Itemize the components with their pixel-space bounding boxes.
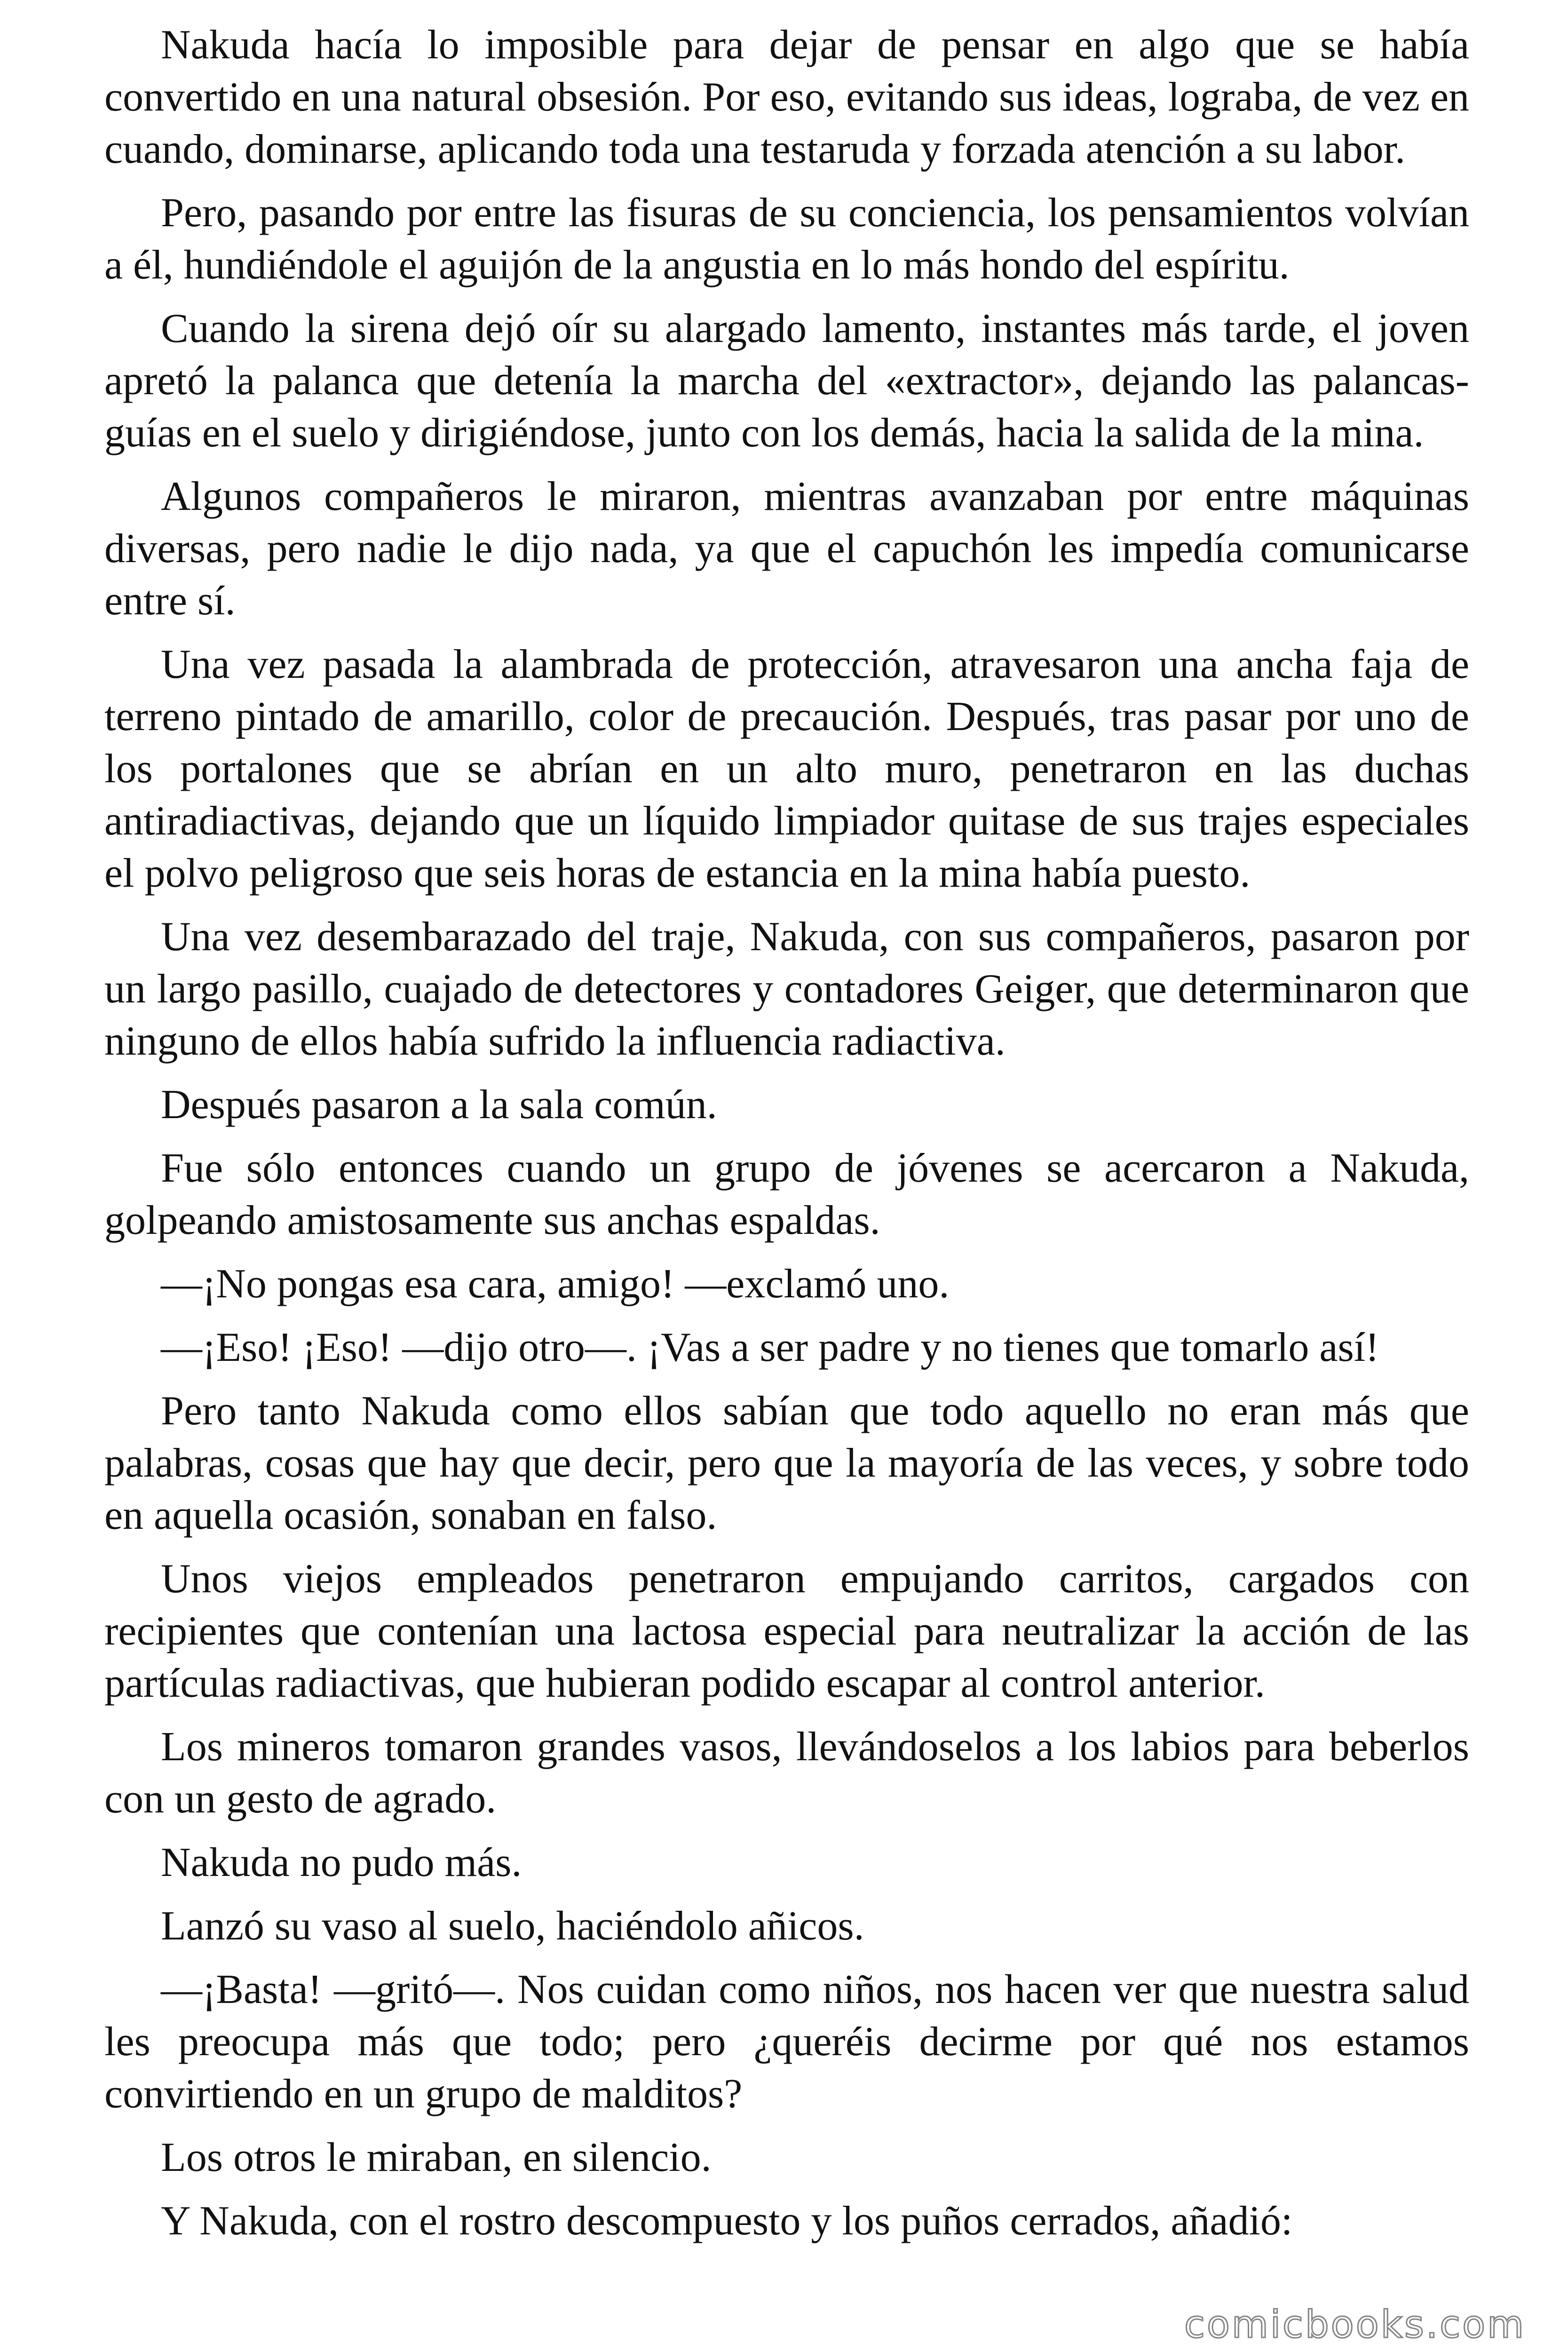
paragraph: Pero, pasando por entre las fisuras de su conciencia, los pensamientos volvían a él, hundiéndole el aguijón de la angustia en lo más hondo del espíritu. bbox=[104, 190, 1469, 288]
dialogue-line: —¡Basta! —gritó—. Nos cuidan como niños, nos hacen ver que nuestra salud les preocupa más que todo; pero ¿queréis decirme por qué nos estamos convirtiendo en un grupo de malditos? bbox=[104, 1967, 1469, 2117]
paragraph: Cuando la sirena dejó oír su alargado lamento, instantes más tarde, el joven apretó la palanca que detenía la marcha del «extractor», dejando las palancas-guías en el suelo y dirigiéndose, junto con los demás, hacia la salida de la mina. bbox=[104, 306, 1469, 456]
paragraph: Una vez pasada la alambrada de protección, atravesaron una ancha faja de terreno pintado de amarillo, color de precaución. Después, tras pasar por uno de los portalones que se abrían en un alto muro, penetraron en las duchas antiradiactivas, dejando que un líquido limpiador quitase de sus trajes especiales el polvo peligroso que seis horas de estancia en la mina había puesto. bbox=[104, 642, 1469, 896]
paragraph: Nakuda hacía lo imposible para dejar de pensar en algo que se había convertido en una natural obsesión. Por eso, evitando sus ideas, lograba, de vez en cuando, dominarse, aplicando toda una testaruda y forzada atención a su labor. bbox=[104, 22, 1469, 172]
watermark-logo: comicbooks.com bbox=[1184, 2303, 1526, 2346]
book-page bbox=[104, 19, 1469, 2258]
paragraph: Después pasaron a la sala común. bbox=[161, 1082, 717, 1128]
paragraph: Una vez desembarazado del traje, Nakuda, con sus compañeros, pasaron por un largo pasillo, cuajado de detectores y contadores Geiger, que determinaron que ninguno de ellos había sufrido la influencia radiactiva. bbox=[104, 914, 1469, 1064]
paragraph: Algunos compañeros le miraron, mientras avanzaban por entre máquinas diversas, pero nadie le dijo nada, ya que el capuchón les impedía comunicarse entre sí. bbox=[104, 474, 1469, 624]
paragraph: Unos viejos empleados penetraron empujando carritos, cargados con recipientes que contenían una lactosa especial para neutralizar la acción de las partículas radiactivas, que hubieran podido escapar al control anterior. bbox=[104, 1556, 1469, 1706]
paragraph: Pero tanto Nakuda como ellos sabían que todo aquello no eran más que palabras, cosas que hay que decir, pero que la mayoría de las veces, y sobre todo en aquella ocasión, sonaban en falso. bbox=[104, 1388, 1469, 1538]
paragraph: Y Nakuda, con el rostro descompuesto y los puños cerrados, añadió: bbox=[161, 2198, 1293, 2244]
paragraph: Fue sólo entonces cuando un grupo de jóvenes se acercaron a Nakuda, golpeando amistosamente sus anchas espaldas. bbox=[104, 1145, 1469, 1243]
paragraph: Nakuda no pudo más. bbox=[161, 1840, 522, 1885]
dialogue-line: —¡No pongas esa cara, amigo! —exclamó uno. bbox=[161, 1261, 950, 1307]
paragraph: Los mineros tomaron grandes vasos, llevándoselos a los labios para beberlos con un gesto de agrado. bbox=[104, 1724, 1469, 1822]
paragraph: Los otros le miraban, en silencio. bbox=[161, 2135, 712, 2180]
paragraph: Lanzó su vaso al suelo, haciéndolo añicos. bbox=[161, 1903, 864, 1949]
dialogue-line: —¡Eso! ¡Eso! —dijo otro—. ¡Vas a ser padre y no tienes que tomarlo así! bbox=[161, 1325, 1379, 1370]
